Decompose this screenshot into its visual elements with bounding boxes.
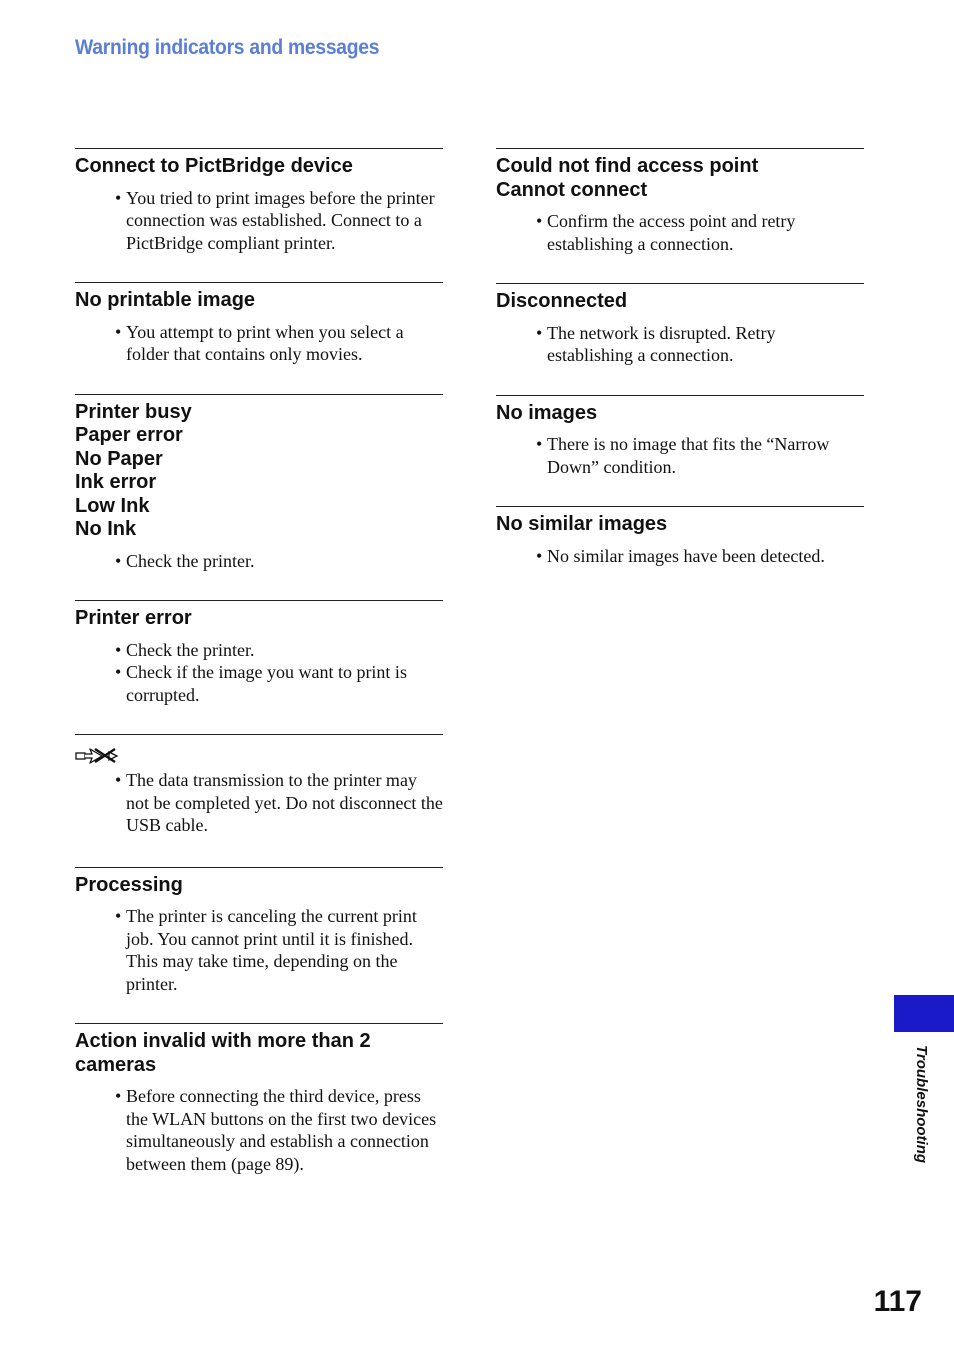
left-column bbox=[75, 148, 443, 1175]
message-heading: No Ink bbox=[75, 518, 137, 540]
message-section-no-images bbox=[496, 395, 864, 507]
bullet-list bbox=[75, 550, 443, 573]
bullet-item: • There is no image that fits the “Narrow Down” condition. bbox=[536, 433, 864, 478]
bullet-item: • Confirm the access point and retry establishing a connection. bbox=[536, 210, 864, 255]
message-section-disconnected bbox=[496, 283, 864, 395]
message-section-printer-error bbox=[75, 600, 443, 734]
message-heading: Action invalid with more than 2 cameras bbox=[75, 1030, 371, 1076]
bullet-item: • Check the printer. bbox=[115, 550, 443, 573]
bullet-list bbox=[75, 1085, 443, 1175]
message-heading: No printable image bbox=[75, 289, 256, 311]
bullet-item: • You attempt to print when you select a folder that contains only movies. bbox=[115, 321, 443, 366]
bullet-item: • Check the printer. bbox=[115, 639, 443, 662]
section-tab bbox=[894, 995, 954, 1032]
message-section-could-not-find-access-point bbox=[496, 148, 864, 283]
bullet-list bbox=[496, 322, 864, 367]
message-heading: Processing bbox=[75, 873, 183, 896]
bullet-item: • Check if the image you want to print is corrupted. bbox=[115, 661, 443, 706]
right-column bbox=[496, 148, 864, 567]
message-heading: Cannot connect bbox=[496, 178, 648, 201]
message-heading: Connect to PictBridge device bbox=[75, 155, 353, 177]
message-heading: Ink error bbox=[75, 471, 157, 493]
bullet-list bbox=[496, 210, 864, 255]
message-heading: Could not find access point bbox=[496, 155, 759, 177]
bullet-list bbox=[496, 433, 864, 478]
bullet-list bbox=[75, 769, 443, 837]
message-heading: No similar images bbox=[496, 513, 668, 535]
message-section-connect-to-pictbridge-device bbox=[75, 148, 443, 282]
bullet-item: • The printer is canceling the current print job. You cannot print until it is finished. This may take time, depending on the printer. bbox=[115, 905, 443, 995]
message-section-processing bbox=[75, 867, 443, 1024]
message-heading: Low Ink bbox=[75, 494, 150, 517]
message-section-action-invalid-with-more-than-2-cameras bbox=[75, 1023, 443, 1175]
bullet-list bbox=[75, 187, 443, 255]
bullet-item: • The data transmission to the printer may not be completed yet. Do not disconnect the USB cable. bbox=[115, 769, 443, 837]
bullet-list bbox=[75, 905, 443, 995]
message-heading: No Paper bbox=[75, 447, 163, 470]
message-heading: Disconnected bbox=[496, 290, 628, 312]
bullet-item: • The network is disrupted. Retry establishing a connection. bbox=[536, 322, 864, 367]
page-number: 117 bbox=[873, 1285, 922, 1318]
bullet-item: • No similar images have been detected. bbox=[536, 545, 864, 568]
message-heading: No images bbox=[496, 401, 598, 424]
message-heading: Paper error bbox=[75, 424, 183, 446]
bullet-list bbox=[496, 545, 864, 568]
bullet-list bbox=[75, 639, 443, 707]
bullet-item: • You tried to print images before the printer connection was established. Connect to a PictBridge compliant printer. bbox=[115, 187, 443, 255]
message-section-note bbox=[75, 734, 443, 867]
section-tab-label: Troubleshooting bbox=[913, 1045, 930, 1164]
page-header-title: Warning indicators and messages bbox=[75, 36, 380, 59]
message-heading: Printer busy bbox=[75, 400, 192, 423]
message-section-no-similar-images bbox=[496, 506, 864, 567]
message-heading: Printer error bbox=[75, 607, 192, 629]
usb-transfer-icon bbox=[75, 745, 443, 767]
message-section-no-printable-image bbox=[75, 282, 443, 394]
bullet-list bbox=[75, 321, 443, 366]
bullet-item: • Before connecting the third device, press the WLAN buttons on the first two devices simultaneously and establish a connection between them (page 89). bbox=[115, 1085, 443, 1175]
message-section-printer-busy bbox=[75, 394, 443, 601]
